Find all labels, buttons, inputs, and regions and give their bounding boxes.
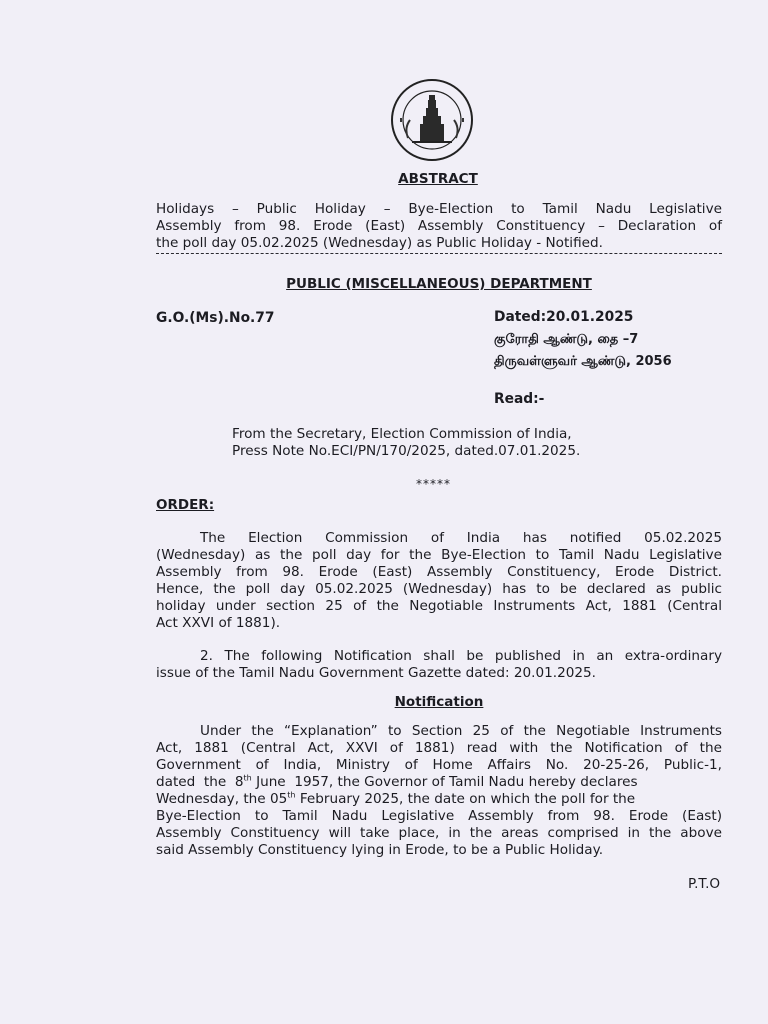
notification-line-1: Under the “Explanation” to Section 25 of the Negotiable Instruments — [200, 723, 722, 739]
divider — [156, 253, 722, 254]
order-para2-line-1: 2. The following Notification shall be published in an extra-ordinary — [200, 648, 722, 664]
order-para2-line-2: issue of the Tamil Nadu Government Gazette dated: 20.01.2025. — [156, 665, 596, 681]
order-para1-line-3: Assembly from 98. Erode (East) Assembly Constituency, Erode District. — [156, 564, 722, 580]
abstract-line-2: Assembly from 98. Erode (East) Assembly Constituency – Declaration of — [156, 218, 722, 234]
abstract-line-3: the poll day 05.02.2025 (Wednesday) as Public Holiday - Notified. — [156, 235, 603, 251]
separator: ***** — [416, 477, 451, 491]
abstract-line-1: Holidays – Public Holiday – Bye-Election to Tamil Nadu Legislative — [156, 201, 722, 217]
order-para1-line-1: The Election Commission of India has notified 05.02.2025 — [200, 530, 722, 546]
tamil-date-line-2: திருவள்ளுவர் ஆண்டு, 2056 — [494, 354, 672, 369]
order-para1-line-6: Act XXVI of 1881). — [156, 615, 281, 631]
order-para1-line-5: holiday under section 25 of the Negotiable Instruments Act, 1881 (Central — [156, 598, 722, 614]
notification-line-5: Wednesday, the 05th February 2025, the date on which the poll for the — [156, 790, 636, 807]
tamil-nadu-emblem-icon — [390, 78, 474, 162]
notification-line-4: dated the 8th June 1957, the Governor of Tamil Nadu hereby declares — [156, 773, 638, 790]
read-line-2: Press Note No.ECI/PN/170/2025, dated.07.01.2025. — [232, 443, 581, 459]
notification-line-8: said Assembly Constituency lying in Erode, to be a Public Holiday. — [156, 842, 604, 858]
order-para1-line-4: Hence, the poll day 05.02.2025 (Wednesday) has to be declared as public — [156, 581, 722, 597]
order-para1-line-2: (Wednesday) as the poll day for the Bye-Election to Tamil Nadu Legislative — [156, 547, 722, 563]
department-heading: PUBLIC (MISCELLANEOUS) DEPARTMENT — [286, 276, 592, 292]
notification-line-6: Bye-Election to Tamil Nadu Legislative Assembly from 98. Erode (East) — [156, 808, 722, 824]
read-label: Read:- — [494, 391, 545, 407]
notification-line-7: Assembly Constituency will take place, in the areas comprised in the above — [156, 825, 722, 841]
read-line-1: From the Secretary, Election Commission of India, — [232, 426, 572, 442]
go-date: Dated:20.01.2025 — [494, 309, 634, 325]
notification-heading: Notification — [394, 694, 484, 710]
abstract-heading: ABSTRACT — [398, 171, 478, 187]
notification-line-2: Act, 1881 (Central Act, XXVI of 1881) read with the Notification of the — [156, 740, 722, 756]
go-number: G.O.(Ms).No.77 — [156, 310, 275, 326]
tamil-date-line-1: குரோதி ஆண்டு, தை –7 — [494, 332, 639, 347]
order-heading: ORDER: — [156, 497, 215, 513]
notification-line-3: Government of India, Ministry of Home Affairs No. 20-25-26, Public-1, — [156, 757, 722, 773]
pto-label: P.T.O — [688, 876, 721, 892]
